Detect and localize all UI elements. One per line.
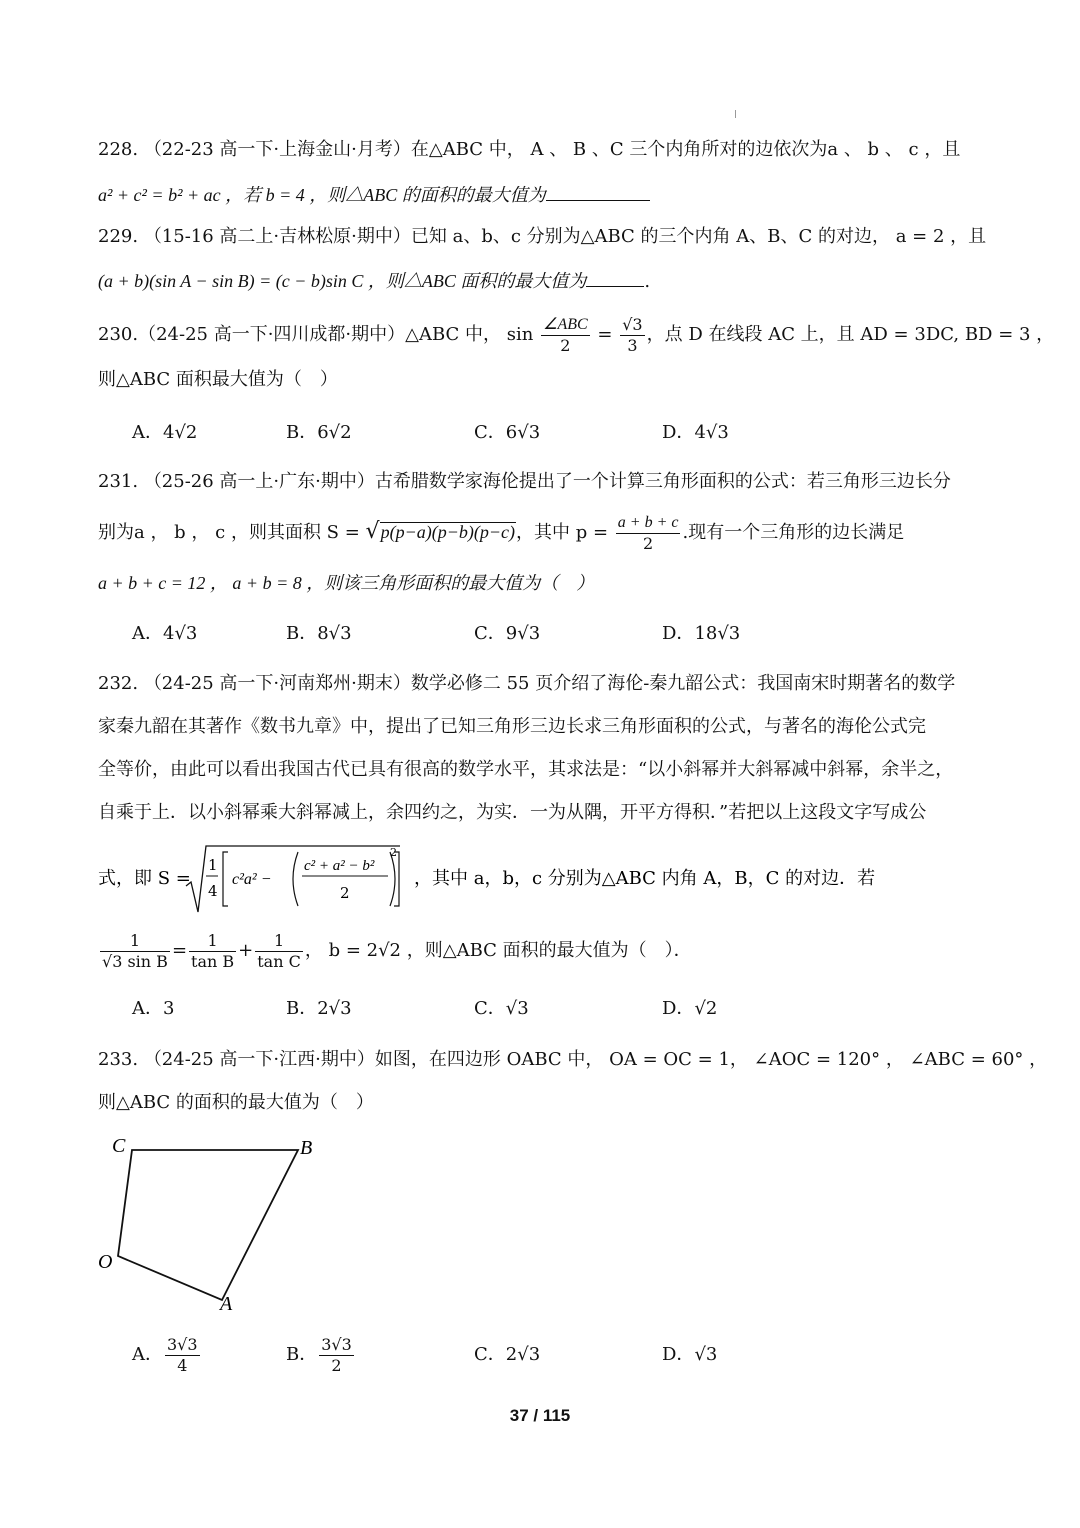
q232-text4: 自乘于上．以小斜幂乘大斜幂减上，余四约之，为实．一为从隅，开平方得积．”若把以上这段文字写成公 bbox=[98, 802, 927, 823]
right-paren bbox=[390, 852, 395, 906]
q233-text1: 如图，在四边形 OABC 中， OA = OC = 1， ∠AOC = 120° ， ∠ABC = 60° ， bbox=[374, 1049, 1048, 1070]
vertex-label-c: C bbox=[112, 1135, 126, 1157]
q231-line3 bbox=[98, 571, 594, 596]
q231-text2c: .现有一个三角形的边长满足 bbox=[682, 522, 905, 543]
fraction-denominator: tan B bbox=[191, 951, 235, 971]
q230-option-a[interactable] bbox=[132, 421, 197, 445]
q232-option-b[interactable] bbox=[286, 997, 352, 1021]
q232-option-c[interactable] bbox=[474, 997, 529, 1021]
q233-line1 bbox=[98, 1048, 1047, 1072]
q229-period: . bbox=[644, 271, 651, 292]
fraction-angle bbox=[541, 315, 590, 356]
option-fraction bbox=[319, 1335, 354, 1376]
formula-prefix: 式，即 S = bbox=[98, 868, 191, 889]
outer-numerator: 1 bbox=[208, 856, 218, 874]
page-number: 37 / 115 bbox=[509, 1406, 571, 1425]
fraction-numerator: ∠ABC bbox=[541, 315, 590, 336]
option-value: √2 bbox=[694, 998, 718, 1019]
q231-option-c[interactable] bbox=[474, 622, 540, 646]
q233-line2 bbox=[98, 1091, 374, 1115]
q232-line2 bbox=[98, 715, 926, 739]
option-label: D． bbox=[662, 998, 695, 1019]
fraction-denominator: 2 bbox=[331, 1355, 342, 1375]
q232-option-d[interactable] bbox=[662, 997, 717, 1021]
left-paren bbox=[293, 852, 298, 906]
q229-text1: 已知 a、b、c 分别为△ABC 的三个内角 A、B、C 的对边， a = 2 ，且 bbox=[410, 226, 987, 247]
option-label: A． bbox=[132, 422, 163, 443]
option-value: 6√3 bbox=[505, 422, 541, 443]
fraction-denominator: 3 bbox=[627, 335, 638, 355]
q231-radicand: p(p−a)(p−b)(p−c) bbox=[380, 522, 515, 542]
option-label: B． bbox=[286, 623, 318, 644]
option-label: D． bbox=[662, 623, 695, 644]
q233-option-b[interactable] bbox=[286, 1330, 356, 1380]
q230-option-b[interactable] bbox=[286, 421, 352, 445]
scan-mark bbox=[735, 110, 736, 118]
q232-line3 bbox=[98, 758, 953, 782]
option-value: 8√3 bbox=[317, 623, 352, 644]
answer-blank bbox=[586, 268, 644, 287]
q229-line2 bbox=[98, 268, 650, 294]
q231-number: 231. bbox=[98, 471, 139, 492]
answer-blank bbox=[546, 182, 650, 201]
q233-number: 233. bbox=[98, 1049, 139, 1070]
quadrilateral-figure bbox=[96, 1130, 336, 1320]
fraction-denominator: tan C bbox=[257, 951, 301, 971]
option-value: √3 bbox=[694, 1344, 718, 1365]
quadrilateral-OABC bbox=[118, 1150, 298, 1300]
fraction-tanB bbox=[189, 931, 236, 972]
option-value: 2√3 bbox=[505, 1344, 541, 1365]
fraction-p bbox=[616, 513, 681, 554]
fraction-sinB bbox=[100, 931, 170, 972]
option-value: 4√2 bbox=[163, 422, 198, 443]
fraction-tanC bbox=[255, 931, 303, 972]
exponent: 2 bbox=[390, 846, 397, 859]
q231-line2 bbox=[98, 508, 904, 556]
q230-text2: 则△ABC 面积最大值为（ ） bbox=[98, 369, 338, 390]
option-value: 2√3 bbox=[317, 998, 352, 1019]
q233-option-d[interactable] bbox=[662, 1343, 717, 1367]
fraction-denominator: √3 sin B bbox=[102, 951, 168, 971]
option-value: 4√3 bbox=[694, 422, 729, 443]
q232-number: 232. bbox=[98, 673, 139, 694]
fraction-numerator: 3√3 bbox=[321, 1334, 352, 1354]
q229-line1 bbox=[98, 225, 986, 249]
q233-option-c[interactable] bbox=[474, 1343, 540, 1367]
equals-sign: = bbox=[171, 940, 188, 961]
q232-option-a[interactable] bbox=[132, 997, 174, 1021]
q231-line1 bbox=[98, 470, 951, 494]
vertex-label-b: B bbox=[300, 1137, 313, 1159]
inner-denominator: 2 bbox=[340, 884, 350, 902]
fraction-numerator: 3√3 bbox=[167, 1334, 198, 1354]
option-label: C． bbox=[474, 998, 506, 1019]
q230-line1 bbox=[98, 310, 1054, 360]
q230-number: 230. bbox=[98, 324, 139, 345]
plus-sign: + bbox=[238, 940, 254, 961]
option-label: B． bbox=[286, 1344, 318, 1365]
q231-text2a: 别为a ， b ， c ，则其面积 S = bbox=[98, 522, 360, 543]
q231-text2b: ，其中 p = bbox=[515, 522, 609, 543]
option-value: 3 bbox=[163, 998, 175, 1019]
option-value: 18√3 bbox=[694, 623, 741, 644]
equals-sign: = bbox=[597, 324, 613, 345]
option-value: 4√3 bbox=[163, 623, 198, 644]
q232-line1 bbox=[98, 672, 955, 696]
fraction-numerator: 1 bbox=[100, 931, 170, 952]
q229-source: （15-16 高二上·吉林松原·期中） bbox=[143, 226, 411, 247]
option-label: B． bbox=[286, 422, 318, 443]
q228-text1: 在△ABC 中， A 、 B 、C 三个内角所对的边依次为a 、 b 、 c ，且 bbox=[410, 139, 961, 160]
q232-text1: 数学必修二 55 页介绍了海伦-秦九韶公式：我国南宋时期著名的数学 bbox=[410, 673, 956, 694]
option-fraction bbox=[165, 1335, 200, 1376]
q231-source: （25-26 高一上·广东·期中） bbox=[143, 471, 375, 492]
left-bracket bbox=[223, 852, 228, 906]
q231-text3: a + b + c = 12 ， a + b = 8 ，则该三角形面积的最大值为（ ） bbox=[98, 573, 595, 593]
option-label: D． bbox=[662, 422, 695, 443]
q232-text2: 家秦九韶在其著作《数书九章》中，提出了已知三角形三边长求三角形面积的公式，与著名的海伦公式完 bbox=[98, 716, 926, 737]
outer-denominator: 4 bbox=[208, 882, 218, 900]
option-value: 6√2 bbox=[317, 422, 352, 443]
q228-source: （22-23 高一下·上海金山·月考） bbox=[143, 139, 411, 160]
q229-number: 229. bbox=[98, 226, 139, 247]
q231-option-b[interactable] bbox=[286, 622, 352, 646]
q233-option-a[interactable] bbox=[132, 1330, 202, 1380]
option-label: A． bbox=[132, 998, 163, 1019]
option-label: C． bbox=[474, 422, 506, 443]
q232-text6: ， b = 2√2 ，则△ABC 面积的最大值为（ ）． bbox=[304, 940, 692, 961]
fraction-numerator: a + b + c bbox=[616, 513, 681, 534]
q229-text2: (a + b)(sin A − sin B) = (c − b)sin C ，则△ABC 面积的最大值为 bbox=[98, 271, 587, 291]
q232-line6 bbox=[98, 928, 692, 974]
formula-suffix: ，其中 a，b，c 分别为△ABC 内角 A，B，C 的对边．若 bbox=[414, 868, 876, 889]
fraction-denominator: 2 bbox=[643, 533, 654, 553]
q230-line2 bbox=[98, 368, 338, 392]
option-value: 9√3 bbox=[505, 623, 541, 644]
option-label: A． bbox=[132, 1344, 163, 1365]
fraction-root3 bbox=[620, 315, 644, 356]
q233-text2: 则△ABC 的面积的最大值为（ ） bbox=[98, 1092, 374, 1113]
q230-source: （24-25 高一下·四川成都·期中） bbox=[138, 324, 406, 345]
radical-sign: √ bbox=[365, 519, 380, 544]
fraction-numerator: √3 bbox=[622, 314, 643, 334]
q228-number: 228. bbox=[98, 139, 139, 160]
fraction-denominator: 4 bbox=[177, 1355, 188, 1375]
q231-option-a[interactable] bbox=[132, 622, 197, 646]
vertex-label-a: A bbox=[220, 1293, 233, 1315]
fraction-numerator: 1 bbox=[189, 931, 236, 952]
option-label: D． bbox=[662, 1344, 695, 1365]
q228-line2 bbox=[98, 182, 650, 208]
q232-text3: 全等价，由此可以看出我国古代已具有很高的数学水平，其求法是：“以小斜幂并大斜幂减中斜幂，余半之， bbox=[98, 759, 954, 780]
q232-line4 bbox=[98, 801, 926, 825]
option-label: A． bbox=[132, 623, 163, 644]
q231-option-d[interactable] bbox=[662, 622, 740, 646]
q230-option-d[interactable] bbox=[662, 421, 729, 445]
inner-numerator: c² + a² − b² bbox=[304, 858, 375, 874]
formula-middle: c²a² − bbox=[232, 871, 272, 888]
q230-option-c[interactable] bbox=[474, 421, 540, 445]
q230-text1b: ，点 D 在线段 AC 上，且 AD = 3DC, BD = 3 ， bbox=[646, 324, 1055, 345]
vertex-label-o: O bbox=[98, 1251, 113, 1273]
heron-qin-formula bbox=[98, 842, 998, 916]
option-label: C． bbox=[474, 1344, 506, 1365]
fraction-denominator: 2 bbox=[560, 335, 571, 355]
q228-line1 bbox=[98, 138, 960, 162]
q232-source: （24-25 高一下·河南郑州·期末） bbox=[143, 673, 411, 694]
fraction-numerator: 1 bbox=[255, 931, 303, 952]
option-label: C． bbox=[474, 623, 506, 644]
q231-text1: 古希腊数学家海伦提出了一个计算三角形面积的公式：若三角形三边长分 bbox=[374, 471, 951, 492]
q230-text1a: △ABC 中， sin bbox=[405, 324, 534, 345]
q228-text2: a² + c² = b² + ac ，若 b = 4 ，则△ABC 的面积的最大值为 bbox=[98, 185, 546, 205]
option-label: B． bbox=[286, 998, 318, 1019]
q233-source: （24-25 高一下·江西·期中） bbox=[143, 1049, 375, 1070]
option-value: √3 bbox=[505, 998, 529, 1019]
